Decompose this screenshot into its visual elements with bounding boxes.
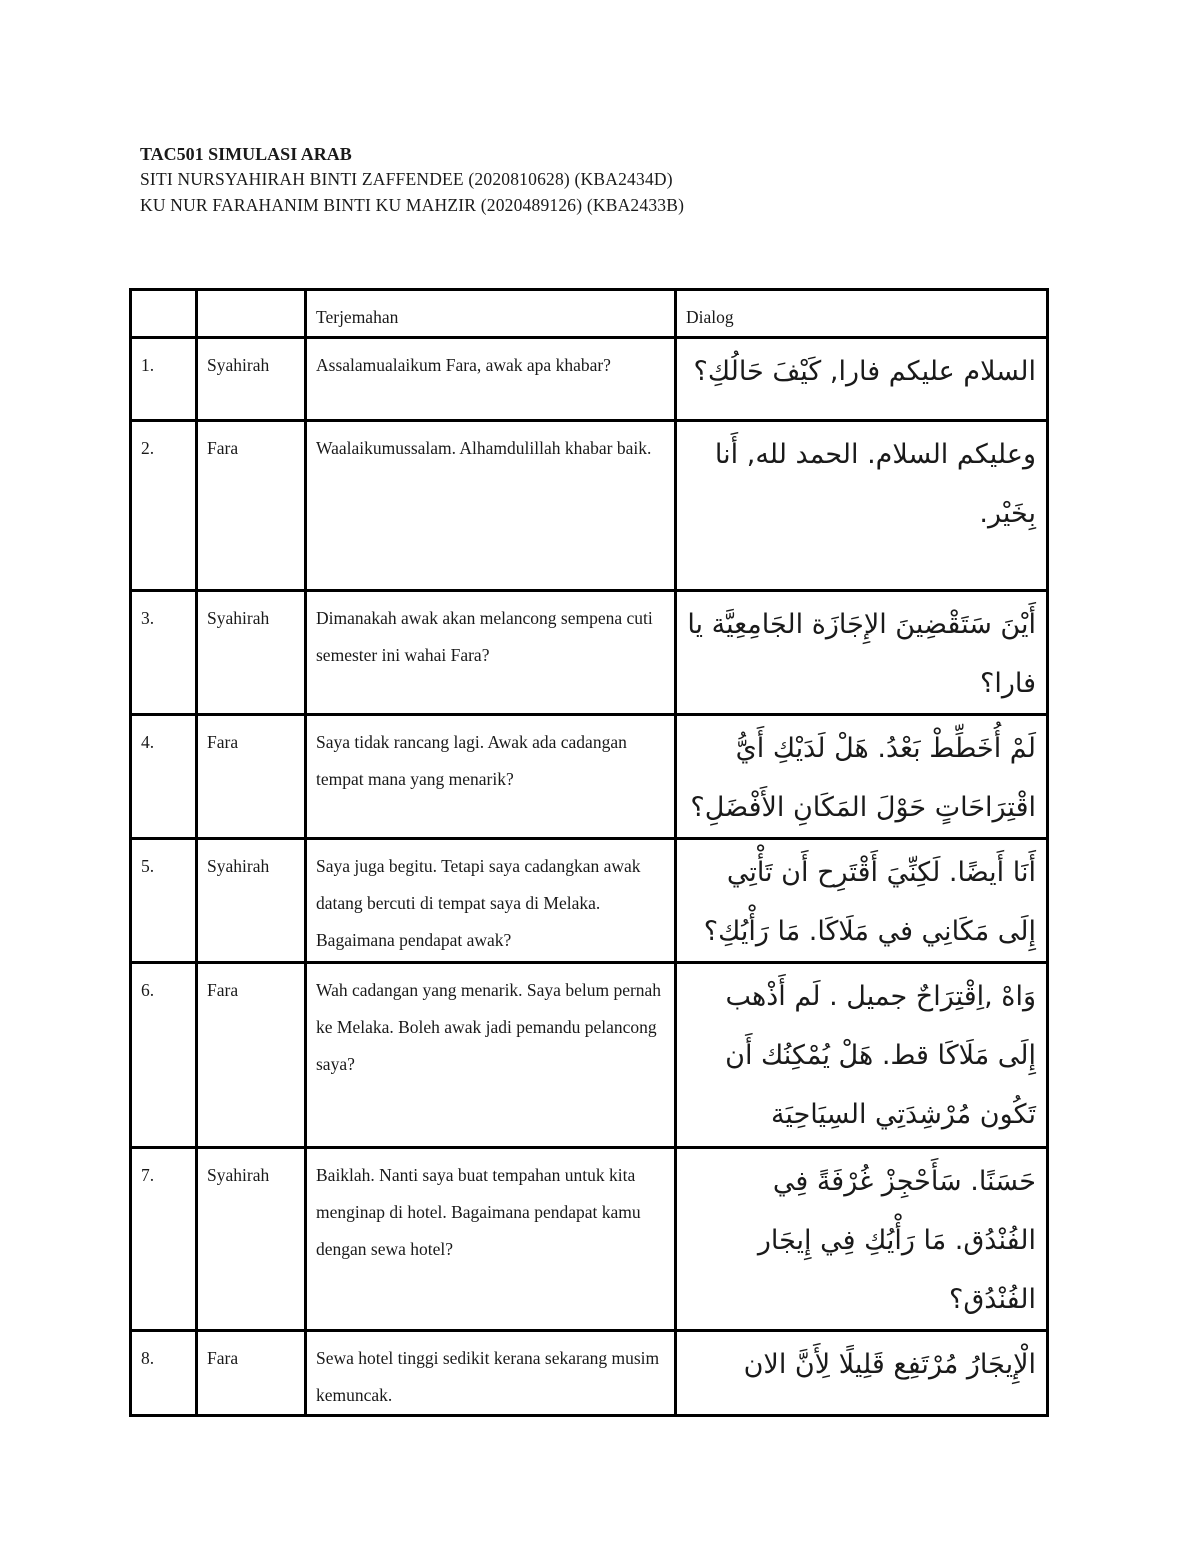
dialog-table — [129, 288, 1049, 1417]
header-dialog-cell — [676, 290, 1048, 338]
row-dialog-cell: وَاهْ ,اِقْتِرَاحٌ جميل . لَم أَذْهب إِلَى مَلَاكَا قط. هَلْ يُمْكِنُك أَن تَكُون مُرْشِدَتِي السِيَاحِيَة — [676, 963, 1048, 1148]
row-speaker-cell: Fara — [197, 715, 306, 839]
row-speaker-cell: Syahirah — [197, 1148, 306, 1331]
row-translation-cell: Baiklah. Nanti saya buat tempahan untuk kita menginap di hotel. Bagaimana pendapat kamu dengan sewa hotel? — [306, 1148, 676, 1331]
row-number-cell: 4. — [131, 715, 197, 839]
row-translation-cell: Dimanakah awak akan melancong sempena cuti semester ini wahai Fara? — [306, 591, 676, 715]
row-dialog-cell: أَنَا أَيضًا. لَكِنِّيَ أَقْتَرِح أَن تَأْتِي إِلَى مَكَانِي في مَلَاكَا. مَا رَأْيُكِ؟ — [676, 839, 1048, 963]
row-dialog-cell: لَمْ أُخَطِّطْ بَعْدُ. هَلْ لَدَيْكِ أَيُّ اقْتِرَاحَاتٍ حَوْلَ المَكَانِ الأَفْضَلِ؟ — [676, 715, 1048, 839]
row-dialog-cell: السلام عليكم فارا, كَيْفَ حَالُكِ؟ — [676, 338, 1048, 421]
author-line-2: KU NUR FARAHANIM BINTI KU MAHZIR (2020489126) (KBA2433B) — [140, 195, 685, 215]
document-title: TAC501 SIMULASI ARAB — [140, 144, 352, 164]
row-translation-cell: Waalaikumussalam. Alhamdulillah khabar baik. — [306, 421, 676, 591]
header-translation-cell — [306, 290, 676, 338]
row-speaker-cell: Syahirah — [197, 591, 306, 715]
table-row — [131, 421, 1048, 591]
row-translation-cell: Wah cadangan yang menarik. Saya belum pernah ke Melaka. Boleh awak jadi pemandu pelancong saya? — [306, 963, 676, 1148]
header-speaker-cell — [197, 290, 306, 338]
row-speaker-cell: Fara — [197, 421, 306, 591]
row-speaker-cell: Fara — [197, 1331, 306, 1416]
row-speaker-cell: Syahirah — [197, 839, 306, 963]
row-dialog-cell: الْإِيجَارُ مُرْتَفِع قَلِيلًا لِأَنَّ الان — [676, 1331, 1048, 1416]
table-row — [131, 963, 1048, 1148]
row-speaker-cell: Fara — [197, 963, 306, 1148]
author-line-1: SITI NURSYAHIRAH BINTI ZAFFENDEE (2020810628) (KBA2434D) — [140, 169, 673, 189]
row-number-cell: 5. — [131, 839, 197, 963]
table-row — [131, 1331, 1048, 1416]
row-number-cell: 8. — [131, 1331, 197, 1416]
row-translation-cell: Assalamualaikum Fara, awak apa khabar? — [306, 338, 676, 421]
row-speaker-cell: Syahirah — [197, 338, 306, 421]
row-dialog-cell: وعليكم السلام. الحمد لله, أَنا بِخَيْر. — [676, 421, 1048, 591]
row-number-cell: 6. — [131, 963, 197, 1148]
table-row — [131, 338, 1048, 421]
table-row — [131, 1148, 1048, 1331]
row-translation-cell: Saya tidak rancang lagi. Awak ada cadangan tempat mana yang menarik? — [306, 715, 676, 839]
column-header-dialog: Dialog — [686, 307, 734, 327]
table-row — [131, 839, 1048, 963]
column-header-translation: Terjemahan — [316, 307, 399, 327]
row-translation-cell: Saya juga begitu. Tetapi saya cadangkan awak datang bercuti di tempat saya di Melaka. Bagaimana pendapat awak? — [306, 839, 676, 963]
row-translation-cell: Sewa hotel tinggi sedikit kerana sekarang musim kemuncak. — [306, 1331, 676, 1416]
header-number-cell — [131, 290, 197, 338]
table-row — [131, 715, 1048, 839]
row-dialog-cell: أَيْنَ سَتَقْضِينَ الإِجَازَة الجَامِعِيَّة يا فارا؟ — [676, 591, 1048, 715]
row-number-cell: 7. — [131, 1148, 197, 1331]
row-number-cell: 1. — [131, 338, 197, 421]
row-number-cell: 2. — [131, 421, 197, 591]
table-header-row — [131, 290, 1048, 338]
row-dialog-cell: حَسَنًا. سَأَحْجِزْ غُرْفَةً فِي الفُنْدُق. مَا رَأْيُكِ فِي إِيجَار الفُنْدُق؟ — [676, 1148, 1048, 1331]
table-row — [131, 591, 1048, 715]
document-header — [140, 142, 1040, 218]
row-number-cell: 3. — [131, 591, 197, 715]
